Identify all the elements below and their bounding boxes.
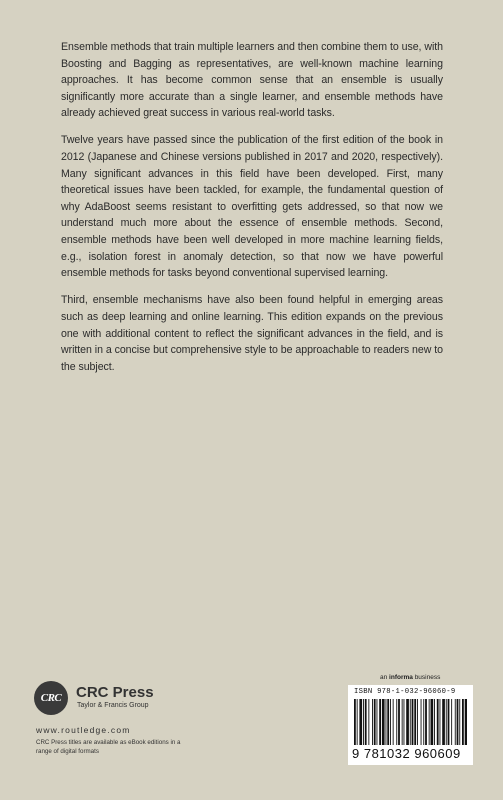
barcode-bar — [374, 699, 376, 745]
barcode-bar — [414, 699, 416, 745]
barcode-bar — [412, 699, 414, 745]
barcode-bar — [354, 699, 356, 745]
barcode-bar — [421, 699, 422, 745]
isbn-label: ISBN 978-1-032-96060-9 — [354, 688, 456, 696]
barcode-bar — [448, 699, 450, 745]
barcode-bar — [372, 699, 373, 745]
ebook-note: CRC Press titles are available as eBook editions in a range of digital formats — [36, 739, 181, 755]
barcode-bar — [423, 699, 424, 745]
barcode-bar — [387, 699, 389, 745]
barcode-bar — [357, 699, 358, 745]
barcode-bar — [368, 699, 369, 745]
barcode-bar — [377, 699, 378, 745]
barcode-bar — [446, 699, 447, 745]
paragraph-1: Ensemble methods that train multiple learners and then combine them to use, with Boosting and Bagging as representatives, are well-known machine learning approaches. It has become common sense that an ensemble is usually significantly more accurate than a single learner, and ensemble methods have already achieved great success in various real-world tasks. — [61, 41, 443, 120]
barcode-bar — [457, 699, 459, 745]
barcode-bar — [455, 699, 456, 745]
crc-logo — [34, 681, 68, 715]
paragraph-3: Third, ensemble mechanisms have also been found helpful in emerging areas such as deep learning and online learning. This edition expands on the previous one with additional content to reflect the significant advances in the field, and is written in a concise but comprehensive style to be approachable to readers new to the subject. — [61, 294, 443, 373]
tag-suffix: business — [412, 674, 441, 681]
barcode-bar — [363, 699, 364, 745]
barcode-bar — [429, 699, 430, 745]
barcode-digits: 9 781032 960609 — [352, 746, 461, 761]
isbn-barcode — [348, 685, 473, 765]
barcode-bar — [431, 699, 434, 745]
barcode-bars — [354, 699, 467, 749]
barcode-bar — [462, 699, 464, 745]
barcode-bar — [410, 699, 411, 745]
barcode-bar — [398, 699, 400, 745]
back-cover-text — [61, 39, 443, 386]
publisher-group: Taylor & Francis Group — [77, 702, 149, 709]
barcode-bar — [390, 699, 391, 745]
publisher-name: CRC Press — [76, 684, 154, 701]
tag-prefix: an — [380, 674, 390, 681]
barcode-bar — [404, 699, 405, 745]
barcode-bar — [396, 699, 397, 745]
barcode-bar — [379, 699, 381, 745]
barcode-bar — [465, 699, 467, 745]
barcode-bar — [359, 699, 362, 745]
barcode-bar — [459, 699, 460, 745]
barcode-bar — [442, 699, 445, 745]
publisher-url: www.routledge.com — [36, 725, 131, 735]
barcode-bar — [417, 699, 418, 745]
barcode-bar — [406, 699, 409, 745]
barcode-bar — [434, 699, 435, 745]
barcode-bar — [440, 699, 441, 745]
barcode-bar — [365, 699, 367, 745]
barcode-bar — [425, 699, 427, 745]
logo-text: CRC — [40, 692, 62, 704]
barcode-bar — [386, 699, 387, 745]
barcode-bar — [451, 699, 452, 745]
barcode-bar — [437, 699, 439, 745]
paragraph-2: Twelve years have passed since the publication of the first edition of the book in 2012 (Japanese and Chinese versions published in 2017 and 2020, respectively). Many significant advances in this field have been developed. First, many theoretical issues have been tackled, for example, the fundamental question of why AdaBoost seems resistant to overfitting gets addressed, so that now we understand much more about the essence of ensemble methods. Second, ensemble methods have been well developed in more machine learning fields, e.g., isolation forest in anomaly detection, so that now we have powerful ensemble methods for tasks beyond conventional supervised learning. — [61, 134, 443, 280]
barcode-bar — [393, 699, 394, 745]
tag-bold: informa — [389, 674, 413, 681]
barcode-bar — [382, 699, 385, 745]
barcode-bar — [402, 699, 403, 745]
informa-business-tag — [380, 674, 440, 681]
